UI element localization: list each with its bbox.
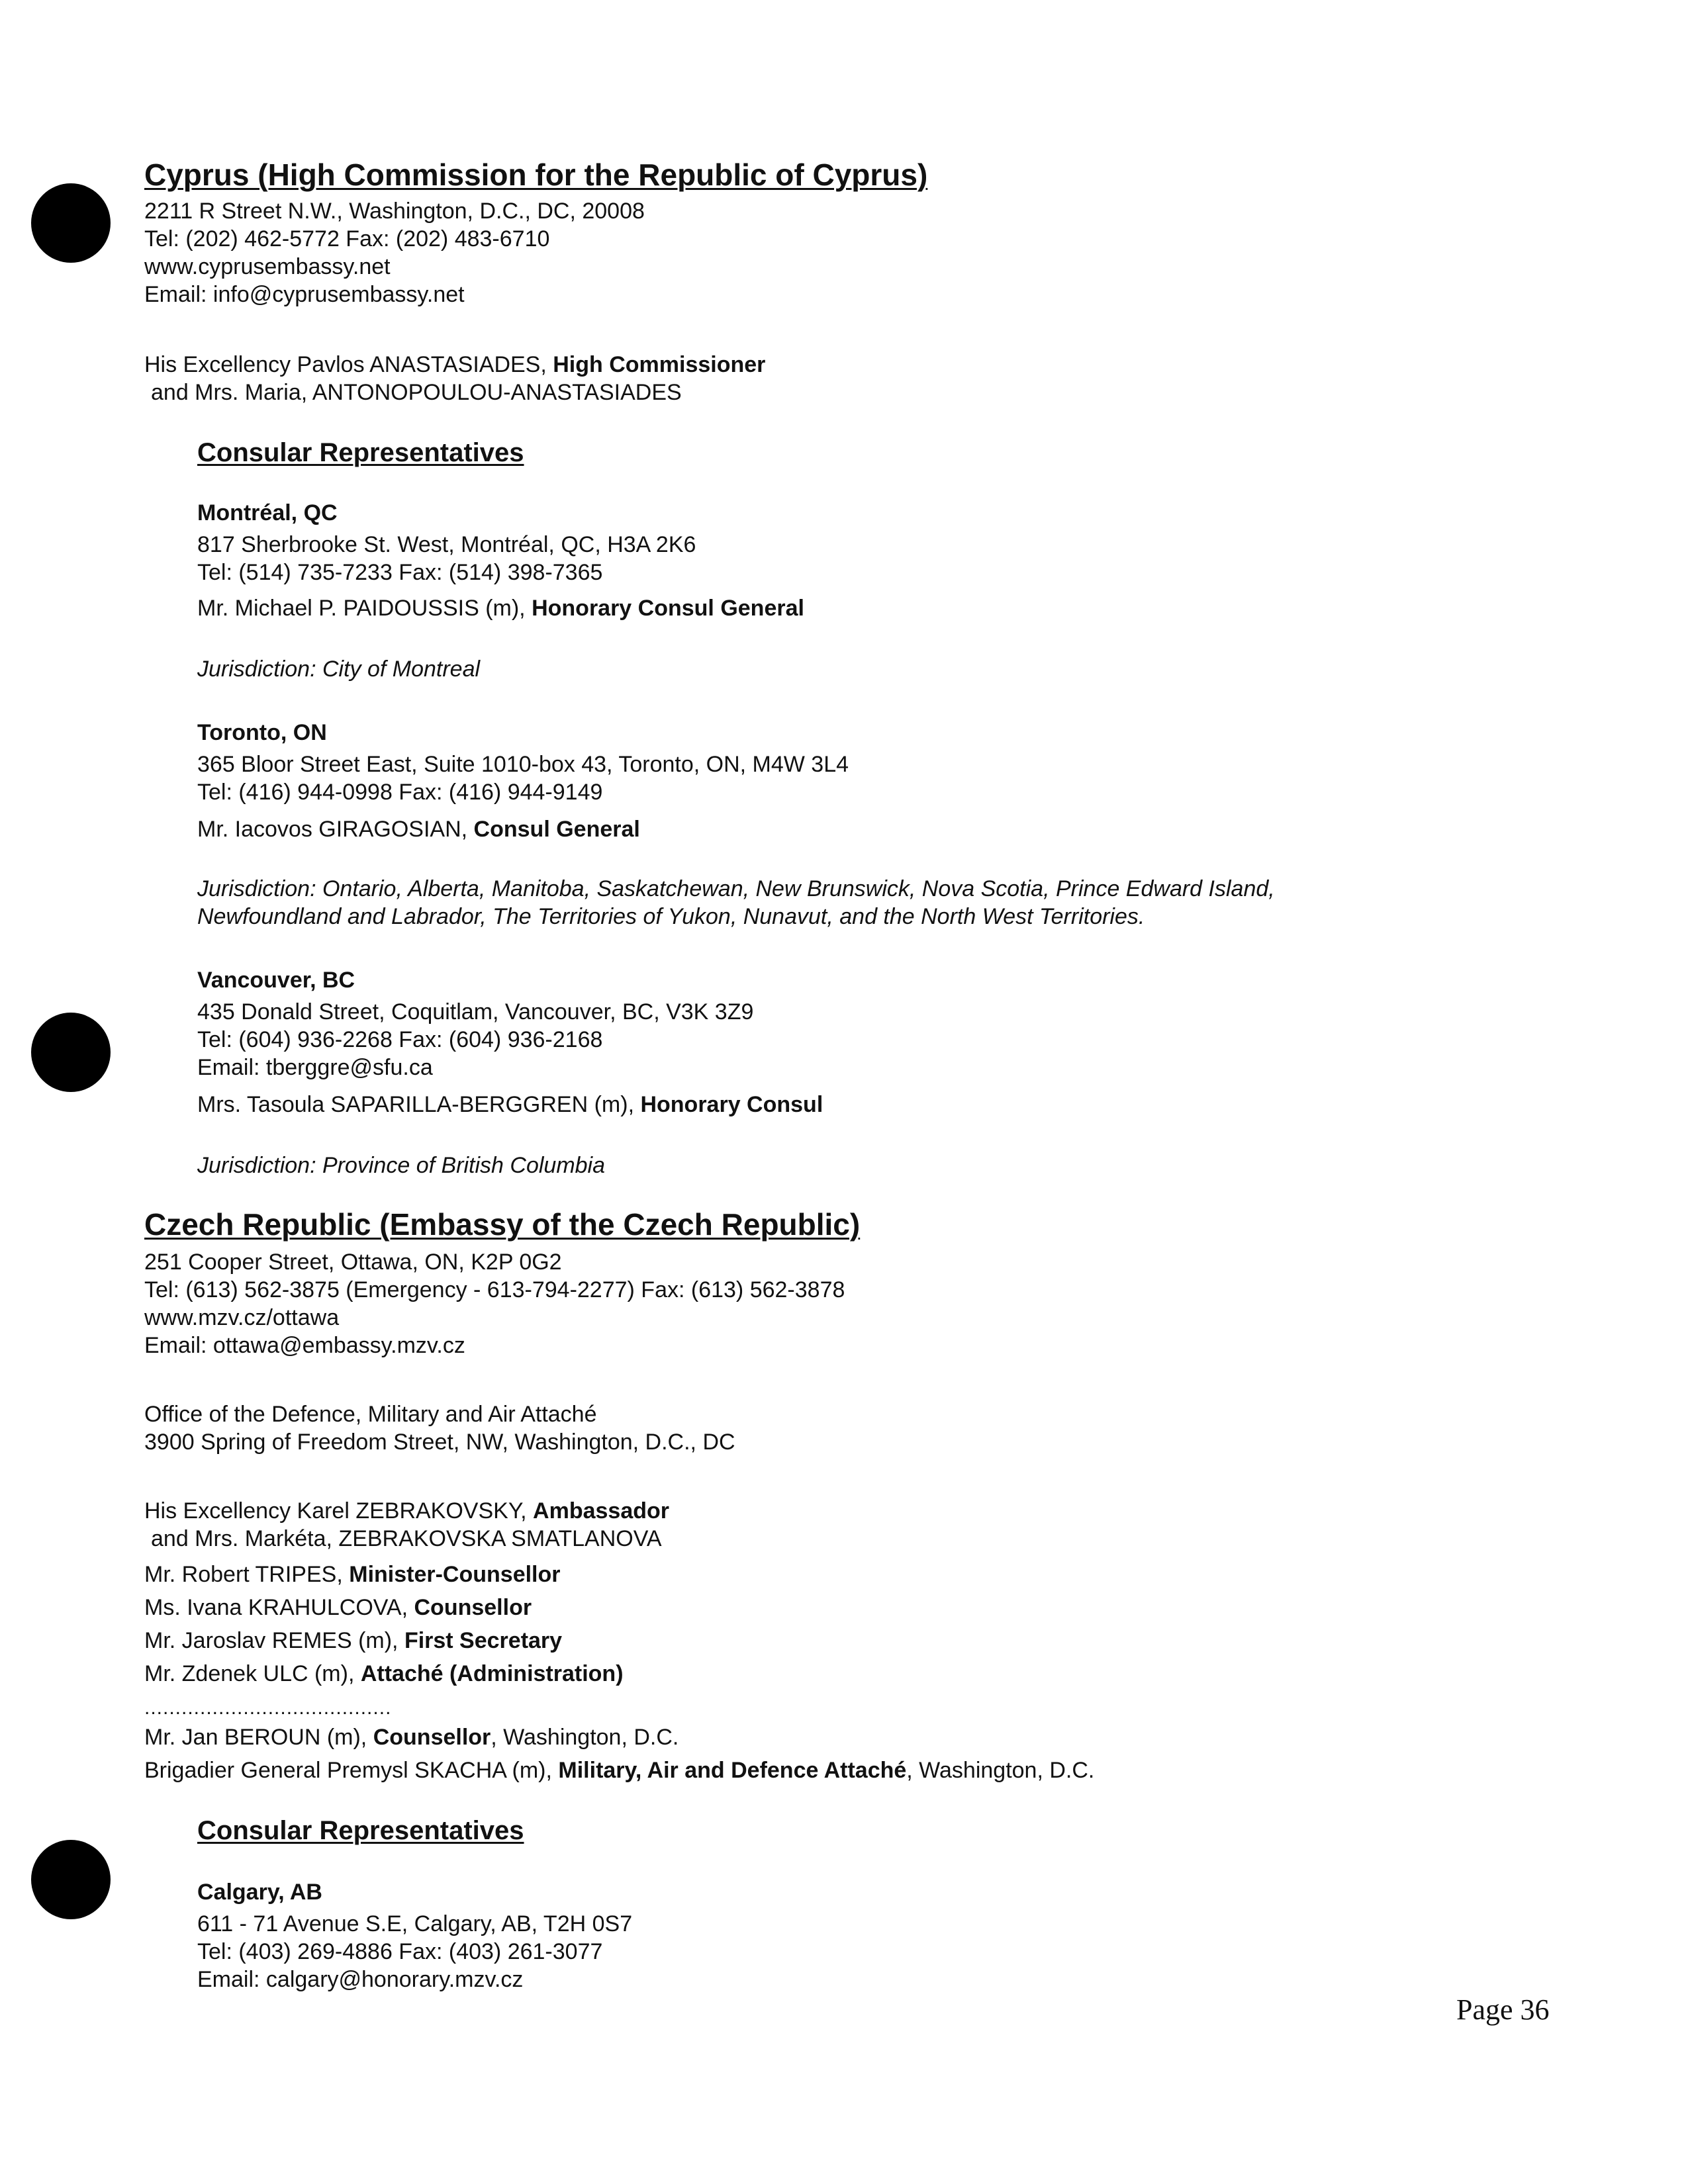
rep-title: Consul General: [473, 817, 640, 842]
czech-consular-heading: Consular Representatives: [197, 1816, 524, 1845]
cyprus-heading: Cyprus (High Commission for the Republic of Cyprus): [144, 158, 928, 192]
consulate-montreal-phone: Tel: (514) 735-7233 Fax: (514) 398-7365: [197, 560, 603, 585]
czech-website: www.mzv.cz/ottawa: [144, 1305, 340, 1330]
cyprus-website: www.cyprusembassy.net: [144, 254, 391, 279]
consulate-vancouver-city: Vancouver, BC: [197, 968, 355, 993]
punch-hole-middle: [31, 1013, 111, 1092]
cyprus-address: 2211 R Street N.W., Washington, D.C., DC, 20008: [144, 199, 645, 224]
staff-title: Military, Air and Defence Attaché: [558, 1758, 907, 1783]
cyprus-head-spouse: and Mrs. Maria, ANTONOPOULOU-ANASTASIADES: [151, 380, 682, 405]
consulate-calgary-address: 611 - 71 Avenue S.E, Calgary, AB, T2H 0S7: [197, 1911, 633, 1936]
cyprus-head-of-mission: [144, 351, 765, 379]
page-number: Page 36: [1456, 1993, 1550, 2026]
czech-head-of-mission: [144, 1497, 669, 1525]
staff-name: Brigadier General Premysl SKACHA (m),: [144, 1758, 559, 1783]
staff-row: [144, 1660, 624, 1688]
staff-name: Ms. Ivana KRAHULCOVA,: [144, 1595, 414, 1620]
cyprus-head-title: High Commissioner: [553, 352, 766, 377]
rep-name: Mr. Iacovos GIRAGOSIAN,: [197, 817, 474, 842]
staff-title: Counsellor: [373, 1725, 491, 1750]
dotted-separator: ........................................: [144, 1697, 392, 1719]
consulate-montreal-representative: [197, 594, 804, 622]
punch-hole-top: [31, 183, 111, 263]
rep-title: Honorary Consul: [640, 1092, 823, 1117]
consulate-vancouver-email: Email: tberggre@sfu.ca: [197, 1055, 433, 1080]
czech-email: Email: ottawa@embassy.mzv.cz: [144, 1333, 465, 1358]
jurisdiction-text: Province of British Columbia: [316, 1153, 606, 1178]
staff-title: Counsellor: [414, 1595, 532, 1620]
cyprus-phone: Tel: (202) 462-5772 Fax: (202) 483-6710: [144, 226, 550, 251]
consulate-calgary-phone: Tel: (403) 269-4886 Fax: (403) 261-3077: [197, 1939, 603, 1964]
staff-location: , Washington, D.C.: [906, 1758, 1095, 1783]
jurisdiction-text: City of Montreal: [316, 657, 481, 682]
jurisdiction-text: Ontario, Alberta, Manitoba, Saskatchewan, New Brunswick, Nova Scotia, Prince Edward Island,: [316, 876, 1275, 901]
consulate-vancouver-phone: Tel: (604) 936-2268 Fax: (604) 936-2168: [197, 1027, 603, 1052]
consulate-toronto-jurisdiction: [197, 875, 1275, 903]
staff-name: Mr. Robert TRIPES,: [144, 1562, 350, 1587]
staff-name: Mr. Zdenek ULC (m),: [144, 1661, 361, 1686]
czech-office-address: 3900 Spring of Freedom Street, NW, Washington, D.C., DC: [144, 1430, 735, 1455]
cyprus-email: Email: info@cyprusembassy.net: [144, 282, 465, 307]
cyprus-head-name: His Excellency Pavlos ANASTASIADES,: [144, 352, 553, 377]
consulate-vancouver-address: 435 Donald Street, Coquitlam, Vancouver, BC, V3K 3Z9: [197, 999, 754, 1024]
czech-office-title: Office of the Defence, Military and Air Attaché: [144, 1402, 597, 1427]
consulate-vancouver-representative: [197, 1091, 823, 1118]
staff-name: Mr. Jan BEROUN (m),: [144, 1725, 373, 1750]
consulate-montreal-address: 817 Sherbrooke St. West, Montréal, QC, H3A 2K6: [197, 532, 696, 557]
staff-name: Mr. Jaroslav REMES (m),: [144, 1628, 404, 1653]
czech-head-name: His Excellency Karel ZEBRAKOVSKY,: [144, 1498, 534, 1524]
consulate-toronto-representative: [197, 815, 640, 843]
staff-title: Attaché (Administration): [360, 1661, 624, 1686]
staff-title: First Secretary: [404, 1628, 563, 1653]
staff-row: [144, 1627, 562, 1655]
czech-phone: Tel: (613) 562-3875 (Emergency - 613-794-2277) Fax: (613) 562-3878: [144, 1277, 845, 1302]
washington-staff-row: [144, 1756, 1094, 1784]
staff-row: [144, 1594, 532, 1621]
czech-head-spouse: and Mrs. Markéta, ZEBRAKOVSKA SMATLANOVA: [151, 1526, 662, 1551]
consulate-montreal-jurisdiction: [197, 655, 480, 683]
consulate-toronto-address: 365 Bloor Street East, Suite 1010-box 43, Toronto, ON, M4W 3L4: [197, 752, 849, 777]
jurisdiction-label: Jurisdiction:: [197, 657, 316, 682]
rep-title: Honorary Consul General: [532, 596, 804, 621]
jurisdiction-label: Jurisdiction:: [197, 876, 316, 901]
jurisdiction-label: Jurisdiction:: [197, 1153, 316, 1178]
czech-heading: Czech Republic (Embassy of the Czech Republic): [144, 1207, 861, 1242]
staff-location: , Washington, D.C.: [491, 1725, 679, 1750]
consulate-toronto-phone: Tel: (416) 944-0998 Fax: (416) 944-9149: [197, 780, 603, 805]
punch-hole-bottom: [31, 1840, 111, 1919]
washington-staff-row: [144, 1723, 679, 1751]
czech-address: 251 Cooper Street, Ottawa, ON, K2P 0G2: [144, 1250, 562, 1275]
consulate-toronto-city: Toronto, ON: [197, 720, 327, 745]
staff-title: Minister-Counsellor: [349, 1562, 561, 1587]
czech-head-title: Ambassador: [533, 1498, 669, 1524]
consulate-calgary-email: Email: calgary@honorary.mzv.cz: [197, 1967, 524, 1992]
rep-name: Mrs. Tasoula SAPARILLA-BERGGREN (m),: [197, 1092, 641, 1117]
rep-name: Mr. Michael P. PAIDOUSSIS (m),: [197, 596, 532, 621]
consulate-toronto-jurisdiction-line2: Newfoundland and Labrador, The Territories of Yukon, Nunavut, and the North West Territories.: [197, 904, 1145, 929]
consulate-calgary-city: Calgary, AB: [197, 1880, 322, 1905]
consulate-montreal-city: Montréal, QC: [197, 500, 338, 525]
consulate-vancouver-jurisdiction: [197, 1152, 605, 1179]
staff-row: [144, 1561, 561, 1588]
cyprus-consular-heading: Consular Representatives: [197, 438, 524, 467]
